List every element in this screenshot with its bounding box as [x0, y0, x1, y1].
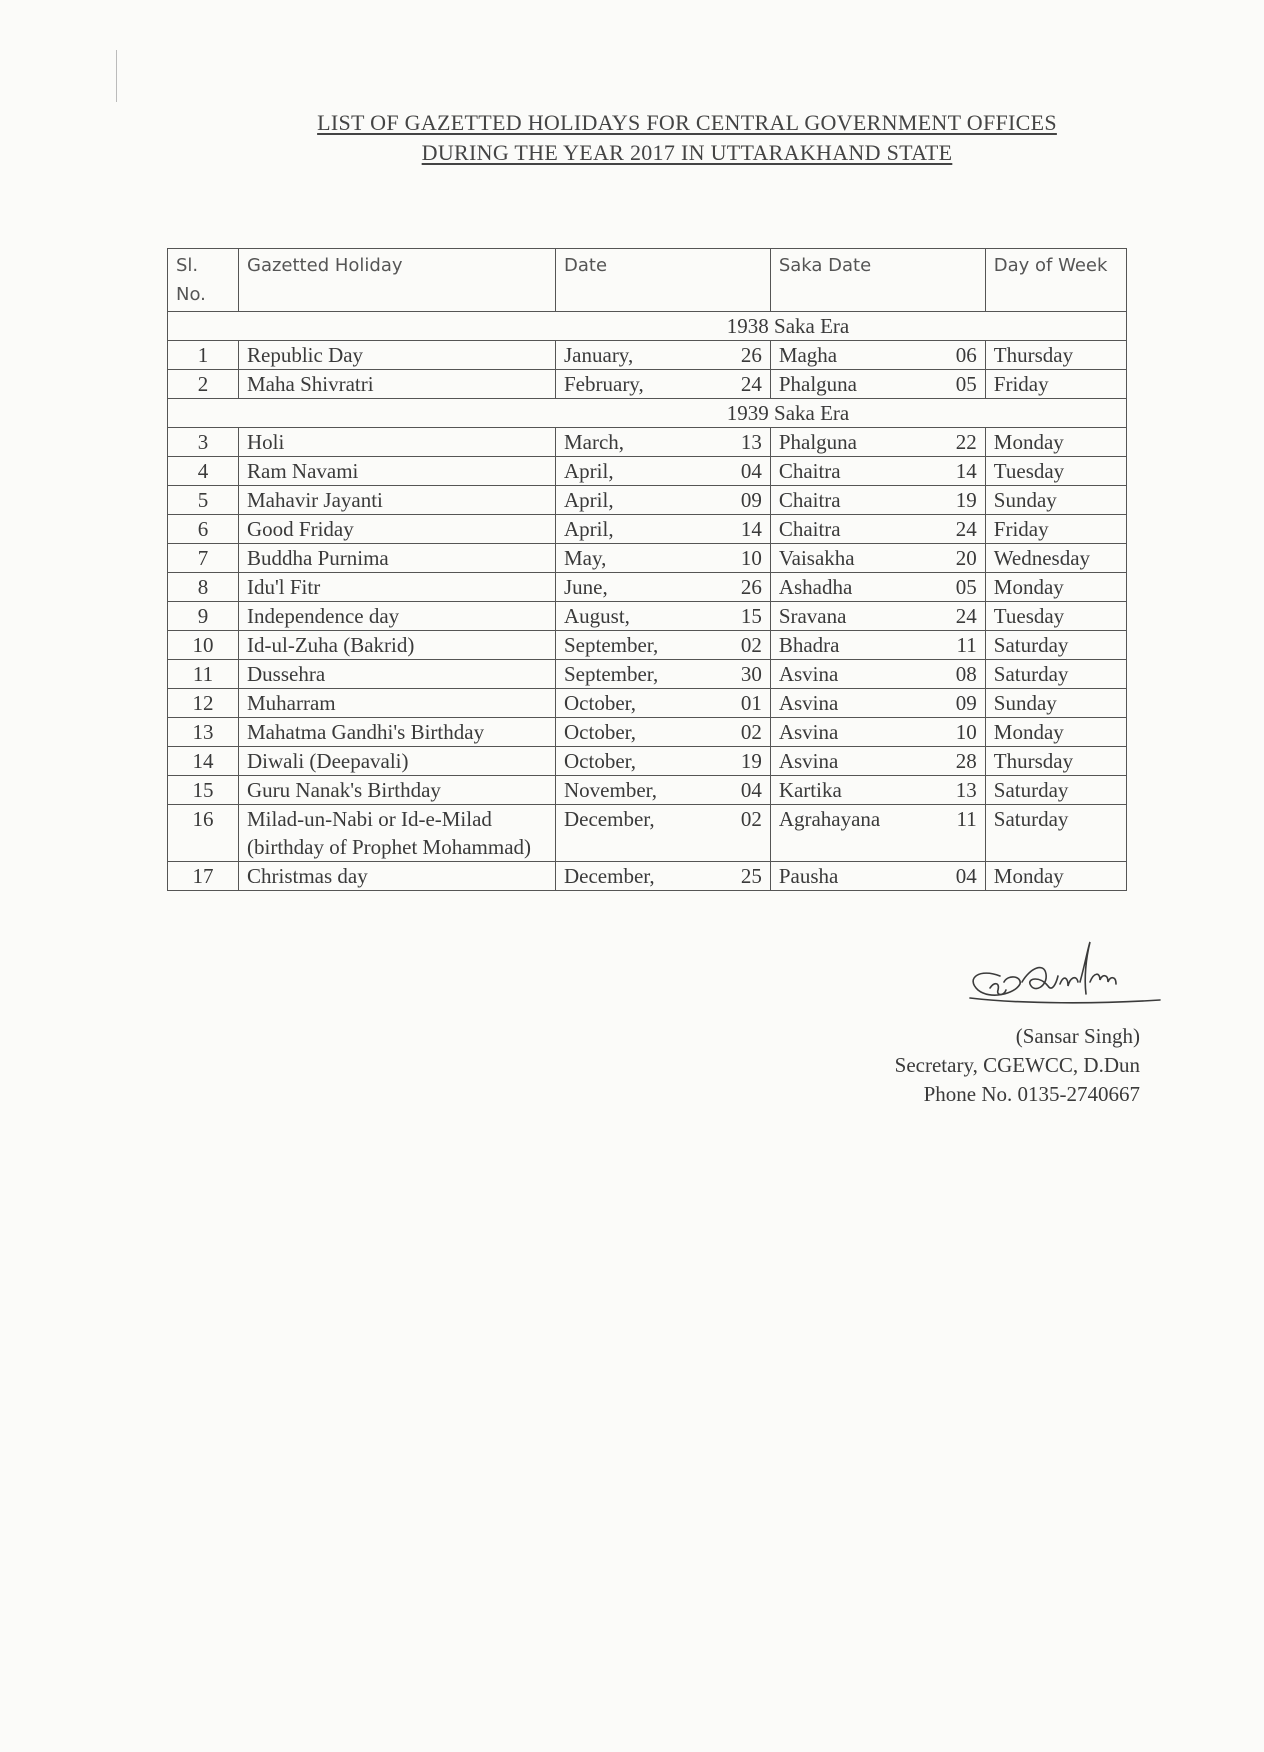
- signature: [960, 938, 1170, 1018]
- cell-saka-day: 11: [931, 631, 986, 660]
- cell-saka-day: 08: [931, 660, 986, 689]
- table-row: [168, 776, 1127, 805]
- cell-weekday: Saturday: [985, 805, 1126, 862]
- cell-saka-month: Phalguna: [770, 428, 930, 457]
- signatory-phone: Phone No. 0135-2740667: [923, 1082, 1140, 1106]
- scan-artifact: [116, 50, 117, 102]
- cell-saka-month: Asvina: [770, 747, 930, 776]
- table-row: [168, 689, 1127, 718]
- cell-saka-day: 06: [931, 341, 986, 370]
- cell-holiday: Republic Day: [239, 341, 556, 370]
- cell-weekday: Thursday: [985, 747, 1126, 776]
- cell-holiday: Milad-un-Nabi or Id-e-Milad (birthday of Prophet Mohammad): [239, 805, 556, 862]
- cell-sl-no: 6: [168, 515, 239, 544]
- cell-holiday: Independence day: [239, 602, 556, 631]
- cell-saka-day: 05: [931, 573, 986, 602]
- cell-saka-month: Phalguna: [770, 370, 930, 399]
- cell-month: October,: [556, 689, 714, 718]
- cell-day: 26: [714, 573, 771, 602]
- cell-sl-no: 10: [168, 631, 239, 660]
- cell-month: April,: [556, 515, 714, 544]
- cell-saka-month: Asvina: [770, 660, 930, 689]
- cell-weekday: Monday: [985, 718, 1126, 747]
- cell-weekday: Sunday: [985, 486, 1126, 515]
- cell-saka-day: 20: [931, 544, 986, 573]
- cell-month: April,: [556, 486, 714, 515]
- cell-sl-no: 12: [168, 689, 239, 718]
- cell-saka-month: Magha: [770, 341, 930, 370]
- cell-weekday: Friday: [985, 370, 1126, 399]
- cell-holiday: Holi: [239, 428, 556, 457]
- cell-saka-day: 24: [931, 515, 986, 544]
- cell-holiday: Mahavir Jayanti: [239, 486, 556, 515]
- table-row: [168, 631, 1127, 660]
- cell-day: 26: [714, 341, 771, 370]
- cell-day: 10: [714, 544, 771, 573]
- cell-month: December,: [556, 862, 714, 891]
- cell-holiday: Good Friday: [239, 515, 556, 544]
- cell-month: April,: [556, 457, 714, 486]
- era-row-1938: [168, 312, 1127, 341]
- cell-day: 25: [714, 862, 771, 891]
- cell-holiday: Dussehra: [239, 660, 556, 689]
- document-title: [0, 108, 1264, 168]
- cell-day: 02: [714, 718, 771, 747]
- cell-saka-day: 11: [931, 805, 986, 862]
- cell-month: February,: [556, 370, 714, 399]
- cell-sl-no: 11: [168, 660, 239, 689]
- cell-month: December,: [556, 805, 714, 862]
- table-row: [168, 573, 1127, 602]
- cell-month: October,: [556, 718, 714, 747]
- cell-saka-day: 28: [931, 747, 986, 776]
- cell-saka-month: Bhadra: [770, 631, 930, 660]
- cell-sl-no: 13: [168, 718, 239, 747]
- cell-day: 15: [714, 602, 771, 631]
- cell-weekday: Wednesday: [985, 544, 1126, 573]
- cell-weekday: Saturday: [985, 631, 1126, 660]
- cell-month: September,: [556, 660, 714, 689]
- cell-sl-no: 17: [168, 862, 239, 891]
- cell-month: January,: [556, 341, 714, 370]
- cell-sl-no: 14: [168, 747, 239, 776]
- cell-month: November,: [556, 776, 714, 805]
- cell-day: 04: [714, 776, 771, 805]
- table-row: [168, 486, 1127, 515]
- cell-saka-day: 09: [931, 689, 986, 718]
- header-sl-no: Sl. No.: [168, 249, 239, 312]
- cell-sl-no: 9: [168, 602, 239, 631]
- cell-saka-day: 05: [931, 370, 986, 399]
- table-row: [168, 457, 1127, 486]
- cell-sl-no: 1: [168, 341, 239, 370]
- table-row: [168, 370, 1127, 399]
- cell-sl-no: 8: [168, 573, 239, 602]
- cell-weekday: Monday: [985, 573, 1126, 602]
- header-holiday: Gazetted Holiday: [239, 249, 556, 312]
- cell-month: October,: [556, 747, 714, 776]
- cell-day: 24: [714, 370, 771, 399]
- cell-holiday: Christmas day: [239, 862, 556, 891]
- table-row: [168, 341, 1127, 370]
- cell-saka-day: 14: [931, 457, 986, 486]
- cell-saka-month: Agrahayana: [770, 805, 930, 862]
- cell-day: 30: [714, 660, 771, 689]
- cell-day: 14: [714, 515, 771, 544]
- cell-sl-no: 16: [168, 805, 239, 862]
- header-saka-date: Saka Date: [770, 249, 985, 312]
- table-row: [168, 862, 1127, 891]
- cell-sl-no: 2: [168, 370, 239, 399]
- cell-month: August,: [556, 602, 714, 631]
- cell-day: 13: [714, 428, 771, 457]
- cell-holiday: Idu'l Fitr: [239, 573, 556, 602]
- cell-saka-month: Asvina: [770, 718, 930, 747]
- cell-saka-month: Pausha: [770, 862, 930, 891]
- cell-weekday: Monday: [985, 428, 1126, 457]
- cell-weekday: Tuesday: [985, 457, 1126, 486]
- cell-weekday: Tuesday: [985, 602, 1126, 631]
- table-header-row: [168, 249, 1127, 312]
- cell-weekday: Sunday: [985, 689, 1126, 718]
- cell-saka-day: 04: [931, 862, 986, 891]
- cell-weekday: Saturday: [985, 776, 1126, 805]
- cell-weekday: Saturday: [985, 660, 1126, 689]
- cell-holiday: Id-ul-Zuha (Bakrid): [239, 631, 556, 660]
- cell-weekday: Thursday: [985, 341, 1126, 370]
- cell-day: 02: [714, 631, 771, 660]
- cell-holiday: Guru Nanak's Birthday: [239, 776, 556, 805]
- holiday-table: [167, 248, 1127, 891]
- cell-weekday: Monday: [985, 862, 1126, 891]
- cell-holiday: Maha Shivratri: [239, 370, 556, 399]
- cell-saka-day: 22: [931, 428, 986, 457]
- cell-saka-month: Sravana: [770, 602, 930, 631]
- cell-month: March,: [556, 428, 714, 457]
- cell-saka-month: Chaitra: [770, 486, 930, 515]
- header-date: Date: [556, 249, 771, 312]
- era-row-1939: [168, 399, 1127, 428]
- cell-day: 09: [714, 486, 771, 515]
- cell-holiday: Buddha Purnima: [239, 544, 556, 573]
- cell-saka-month: Ashadha: [770, 573, 930, 602]
- cell-saka-month: Asvina: [770, 689, 930, 718]
- table-row: [168, 747, 1127, 776]
- cell-saka-month: Kartika: [770, 776, 930, 805]
- header-day-of-week: Day of Week: [985, 249, 1126, 312]
- cell-saka-day: 13: [931, 776, 986, 805]
- cell-holiday: Mahatma Gandhi's Birthday: [239, 718, 556, 747]
- table-row: [168, 515, 1127, 544]
- cell-holiday: Muharram: [239, 689, 556, 718]
- table-row: [168, 805, 1127, 862]
- era-label: 1939 Saka Era: [168, 399, 1127, 428]
- cell-sl-no: 3: [168, 428, 239, 457]
- cell-month: May,: [556, 544, 714, 573]
- title-line-1: LIST OF GAZETTED HOLIDAYS FOR CENTRAL GOVERNMENT OFFICES: [317, 110, 1057, 135]
- cell-saka-day: 24: [931, 602, 986, 631]
- table-row: [168, 428, 1127, 457]
- table-row: [168, 660, 1127, 689]
- signatory-block: [895, 1022, 1140, 1109]
- table-row: [168, 602, 1127, 631]
- signatory-name: (Sansar Singh): [1015, 1024, 1140, 1048]
- cell-sl-no: 4: [168, 457, 239, 486]
- cell-weekday: Friday: [985, 515, 1126, 544]
- title-line-2: DURING THE YEAR 2017 IN UTTARAKHAND STATE: [421, 140, 953, 165]
- cell-saka-month: Chaitra: [770, 457, 930, 486]
- cell-day: 01: [714, 689, 771, 718]
- table-row: [168, 544, 1127, 573]
- table-row: [168, 718, 1127, 747]
- cell-saka-day: 10: [931, 718, 986, 747]
- cell-sl-no: 5: [168, 486, 239, 515]
- cell-holiday: Diwali (Deepavali): [239, 747, 556, 776]
- cell-month: September,: [556, 631, 714, 660]
- cell-saka-day: 19: [931, 486, 986, 515]
- cell-sl-no: 15: [168, 776, 239, 805]
- era-label: 1938 Saka Era: [168, 312, 1127, 341]
- signatory-designation: Secretary, CGEWCC, D.Dun: [894, 1053, 1140, 1077]
- cell-day: 19: [714, 747, 771, 776]
- cell-day: 04: [714, 457, 771, 486]
- cell-day: 02: [714, 805, 771, 862]
- cell-sl-no: 7: [168, 544, 239, 573]
- cell-saka-month: Vaisakha: [770, 544, 930, 573]
- cell-holiday: Ram Navami: [239, 457, 556, 486]
- cell-month: June,: [556, 573, 714, 602]
- cell-saka-month: Chaitra: [770, 515, 930, 544]
